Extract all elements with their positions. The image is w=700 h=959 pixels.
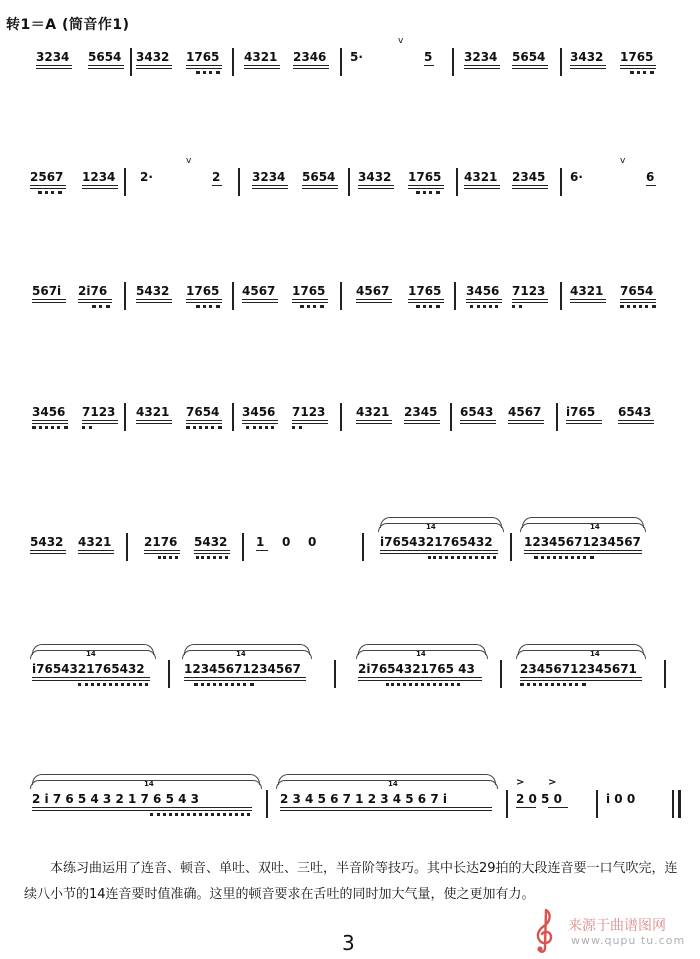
score-row-4 [0,403,700,463]
underline [464,68,500,69]
low-octave-dots [186,423,222,429]
low-octave-dots [196,68,220,74]
low-octave-dots [300,302,324,308]
low-octave-dots [416,188,440,194]
low-octave-dots [416,302,440,308]
underline [466,299,502,300]
low-octave-dots [150,810,250,816]
barline [450,403,452,431]
barline [672,790,674,818]
barline [232,282,234,310]
low-octave-dots [246,423,274,429]
accent-mark: > [548,777,557,788]
note-group: 3234 [464,50,498,64]
low-octave-dots [82,423,92,429]
barline [362,533,364,561]
breath-mark: v [398,36,404,46]
underline [136,302,172,303]
underline [404,423,440,424]
note-group: 4321 [464,170,498,184]
note-group: 1765 [408,284,442,298]
barline [506,790,508,818]
underline [30,550,66,551]
underline [356,299,392,300]
barline [340,403,342,431]
underline [358,188,394,189]
underline [358,185,394,186]
underline [424,65,434,66]
underline [280,810,492,811]
underline [464,185,500,186]
underline [358,677,482,678]
underline [78,299,112,300]
underline [512,185,548,186]
note-group: 7654 [620,284,654,298]
low-octave-dots [194,680,254,686]
low-octave-dots [38,188,62,194]
underline [293,65,329,66]
note-group: 2· [140,170,153,184]
underline [460,423,496,424]
note-group: 6543 [460,405,494,419]
note-group: 3432 [570,50,604,64]
underline [136,299,172,300]
underline [242,420,278,421]
tuplet-number: 14 [86,650,96,658]
underline [252,185,288,186]
low-octave-dots [428,553,496,559]
final-barline [678,790,681,818]
low-octave-dots [512,302,522,308]
underline [292,420,328,421]
score-row-3 [0,282,700,342]
underline [408,185,444,186]
underline [136,65,172,66]
underline [186,299,222,300]
low-octave-dots [470,302,498,308]
note-group: 4321 [78,535,112,549]
underline [136,423,172,424]
underline [36,65,72,66]
note-group: 2 3 4 5 6 7 1 2 3 4 5 6 7 i [280,792,447,806]
note-group: 3432 [136,50,170,64]
note-group: 4321 [136,405,170,419]
note-group: 1765 [620,50,654,64]
underline [460,420,496,421]
barline [130,48,132,76]
note-group: 1 [256,535,265,549]
slur [276,780,498,789]
note-group: 567i [32,284,62,298]
low-octave-dots [520,680,586,686]
barline [510,533,512,561]
slur [378,523,504,532]
underline [88,65,124,66]
note-group: 0 [282,535,291,549]
barline [242,533,244,561]
note-group: 2346 [293,50,327,64]
barline [500,660,502,688]
note-group: 4567 [242,284,276,298]
score-row-6 [0,650,700,720]
score-row-1 [0,36,700,108]
barline [232,48,234,76]
note-group: i7654321765432 [32,662,145,676]
underline [356,302,392,303]
tuplet-number: 14 [426,523,436,531]
underline [144,550,180,551]
exercise-description: 本练习曲运用了连音、顿音、单吐、双吐、三吐，半音阶等技巧。其中长达29拍的大段连音要一口气吹完，连续八小节的14连音要时值准确。这里的顿音要求在舌吐的同时加大气量，使之更加有力。 [24,861,678,902]
underline [30,553,66,554]
tuplet-number: 14 [590,523,600,531]
underline [280,807,492,808]
breath-mark: v [620,156,626,166]
underline [464,65,500,66]
tuplet-number: 14 [144,780,154,788]
note-group: 2i7654321765 43 [358,662,475,676]
underline [82,185,118,186]
barline [454,282,456,310]
watermark-url: www.qupu tu.com [571,934,686,947]
note-group: 7654 [186,405,220,419]
barline [452,48,454,76]
underline [30,185,66,186]
watermark-text: 来源于曲谱图网 [568,918,666,934]
note-group: 5432 [30,535,64,549]
note-group: 1765 [186,284,220,298]
underline [618,420,654,421]
low-octave-dots [32,423,68,429]
note-group: 4321 [356,405,390,419]
barline [560,282,562,310]
underline [212,185,222,186]
underline [88,68,124,69]
barline [556,403,558,431]
note-group: 4321 [244,50,278,64]
note-group: 6· [570,170,583,184]
note-group: 2345 [404,405,438,419]
underline [32,420,68,421]
note-group: 3234 [36,50,70,64]
underline [252,188,288,189]
underline [32,807,252,808]
barline [560,48,562,76]
underline [78,550,114,551]
note-group: 12345671234567 [184,662,301,676]
note-group: 6 [646,170,655,184]
barline [334,660,336,688]
barline [560,168,562,196]
note-group: 7123 [82,405,116,419]
underline [32,302,66,303]
underline [620,299,656,300]
underline [404,420,440,421]
low-octave-dots [158,553,178,559]
underline [242,302,278,303]
note-group: 5654 [302,170,336,184]
note-group: 2 0 5 0 [516,792,562,806]
low-octave-dots [92,302,110,308]
underline [570,299,606,300]
underline [36,68,72,69]
note-group: 5654 [512,50,546,64]
barline [168,660,170,688]
slur [520,523,646,532]
note-group: 5· [350,50,363,64]
note-group: 3432 [358,170,392,184]
underline [548,807,568,808]
score-row-7 [0,777,700,850]
barline [348,168,350,196]
note-group: 3456 [242,405,276,419]
underline [464,188,500,189]
note-group: 6543 [618,405,652,419]
underline [292,299,328,300]
note-group: i 0 0 [606,792,636,806]
underline [186,420,222,421]
underline [78,553,114,554]
underline [302,185,338,186]
note-group: 5 [424,50,433,64]
underline [620,65,656,66]
note-group: 5654 [88,50,122,64]
page-number: 3 [342,931,355,955]
underline [32,677,150,678]
note-group: 2 [212,170,221,184]
underline [356,423,392,424]
note-group: 23456712345671 [520,662,637,676]
underline [512,68,548,69]
underline [512,299,548,300]
note-group: 3456 [466,284,500,298]
underline [256,550,268,551]
low-octave-dots [78,680,148,686]
accent-mark: > [516,777,525,788]
slur [516,650,646,659]
underline [570,65,606,66]
barline [340,48,342,76]
treble-clef-icon [532,908,558,954]
note-group: 2567 [30,170,64,184]
barline [596,790,598,818]
underline [244,65,280,66]
breath-mark: v [186,156,192,166]
low-octave-dots [630,68,654,74]
underline [618,423,654,424]
low-octave-dots [196,553,228,559]
underline [32,299,66,300]
note-group: 0 [308,535,317,549]
barline [124,168,126,196]
note-group: 4567 [508,405,542,419]
low-octave-dots [620,302,656,308]
note-group: i765 [566,405,596,419]
underline [524,550,642,551]
low-octave-dots [292,423,302,429]
tuplet-number: 14 [236,650,246,658]
underline [646,185,656,186]
underline [520,677,642,678]
low-octave-dots [196,302,220,308]
note-group: 3234 [252,170,286,184]
underline [244,68,280,69]
underline [508,420,544,421]
tuplet-number: 14 [590,650,600,658]
note-group: 2345 [512,170,546,184]
low-octave-dots [386,680,460,686]
underline [570,68,606,69]
underline [194,550,230,551]
barline [456,168,458,196]
note-group: 5432 [194,535,228,549]
underline [136,68,172,69]
barline [238,168,240,196]
underline [408,299,444,300]
tuplet-number: 14 [416,650,426,658]
underline [512,65,548,66]
underline [82,188,118,189]
underline [184,677,306,678]
note-group: i7654321765432 [380,535,493,549]
barline [232,403,234,431]
underline [356,420,392,421]
barline [124,403,126,431]
underline [566,423,602,424]
note-group: 1765 [186,50,220,64]
note-group: 12345671234567 [524,535,641,549]
note-group: 3456 [32,405,66,419]
underline [566,420,602,421]
underline [380,550,498,551]
underline [570,302,606,303]
note-group: 1234 [82,170,116,184]
barline [664,660,666,688]
note-group: 1765 [408,170,442,184]
barline [340,282,342,310]
underline [136,420,172,421]
underline [516,807,536,808]
underline [293,68,329,69]
note-group: 4321 [570,284,604,298]
tuplet-number: 14 [388,780,398,788]
score-row-5 [0,523,700,593]
note-group: 2i76 [78,284,108,298]
note-group: 4567 [356,284,390,298]
barline [266,790,268,818]
underline [508,423,544,424]
note-group: 5432 [136,284,170,298]
underline [242,299,278,300]
barline [124,282,126,310]
note-group: 2 i 7 6 5 4 3 2 1 7 6 5 4 3 [32,792,199,806]
note-group: 2176 [144,535,178,549]
barline [126,533,128,561]
key-signature: 转1＝A (筒音作1) [6,17,130,33]
underline [512,188,548,189]
underline [302,188,338,189]
underline [82,420,118,421]
score-row-2 [0,156,700,228]
underline [186,65,222,66]
note-group: 1765 [292,284,326,298]
note-group: 7123 [512,284,546,298]
note-group: 7123 [292,405,326,419]
slur [182,650,312,659]
low-octave-dots [534,553,594,559]
